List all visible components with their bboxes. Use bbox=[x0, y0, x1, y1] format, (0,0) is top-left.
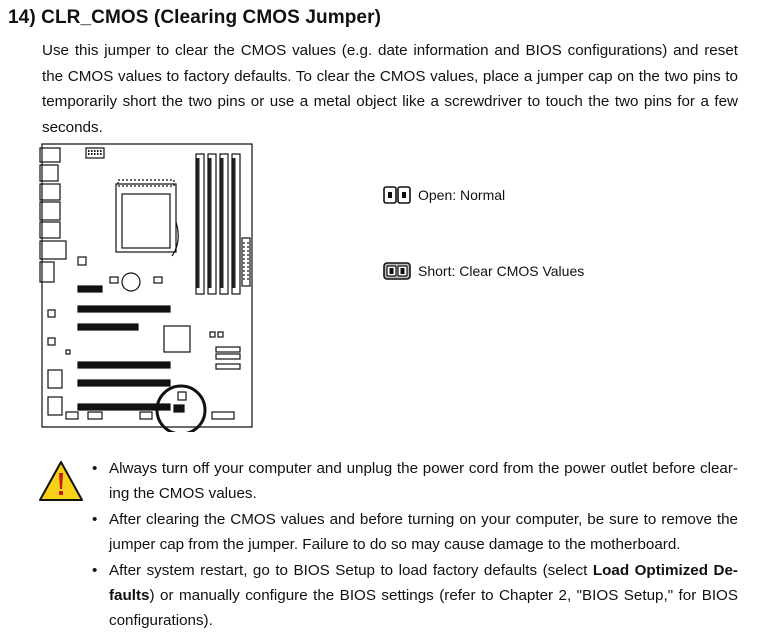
pcie-slot bbox=[78, 324, 138, 330]
note-text: After clearing the CMOS values and before turning on your computer, be sure to remove the jumper cap from the jumper. Failure to do so may cause damage to the motherboard. bbox=[109, 510, 738, 554]
note-text: Always turn off your computer and unplug the power cord from the power outlet before clear-ing the CMOS values. bbox=[109, 460, 738, 503]
bullet: • bbox=[92, 460, 98, 477]
note-text-after: ) or manually configure the BIOS settings (refer to Chapter 2, "BIOS Setup," for BIOS configurations). bbox=[109, 587, 738, 630]
chipset bbox=[164, 326, 190, 352]
legend-short-label: Short: Clear CMOS Values bbox=[418, 263, 585, 279]
jumper-short-icon bbox=[383, 262, 411, 280]
legend-short bbox=[383, 262, 584, 280]
legend-open-label: Open: Normal bbox=[418, 187, 506, 203]
io-port bbox=[40, 241, 66, 259]
io-port bbox=[40, 202, 60, 220]
list-item bbox=[92, 456, 738, 507]
notes-list bbox=[92, 456, 738, 634]
intro-paragraph: Use this jumper to clear the CMOS values (e.g. date information and BIOS configurations) and reset the CMOS values to factory defaults. To clear the CMOS values, place a jumper cap on the two pins to temporarily short the two pins or use a metal object like a screwdriver to touch the two pins for a few seconds. bbox=[42, 42, 738, 136]
list-item bbox=[92, 507, 738, 558]
atx-power bbox=[242, 238, 250, 286]
note-text-bold: Load Optimized De-faults bbox=[109, 561, 738, 605]
io-port bbox=[40, 222, 60, 238]
pcie-slot bbox=[78, 286, 102, 292]
io-port bbox=[40, 165, 58, 181]
battery bbox=[122, 273, 140, 291]
pcie-slot bbox=[78, 380, 170, 386]
io-port bbox=[40, 148, 60, 162]
pcie-slot bbox=[78, 306, 170, 312]
warning-icon bbox=[38, 460, 84, 502]
clr-cmos-jumper bbox=[174, 405, 184, 412]
legend-open bbox=[383, 186, 505, 204]
jumper-open-icon bbox=[383, 186, 411, 204]
bullet: • bbox=[92, 510, 98, 528]
note-text-before: After system restart, go to BIOS Setup to load factory defaults (select bbox=[109, 561, 593, 579]
list-item bbox=[92, 558, 738, 634]
io-port bbox=[40, 184, 60, 200]
pcie-slot bbox=[78, 362, 170, 368]
bullet: • bbox=[92, 561, 98, 579]
motherboard-diagram bbox=[36, 142, 258, 432]
section-title: 14) CLR_CMOS (Clearing CMOS Jumper) bbox=[8, 7, 381, 28]
